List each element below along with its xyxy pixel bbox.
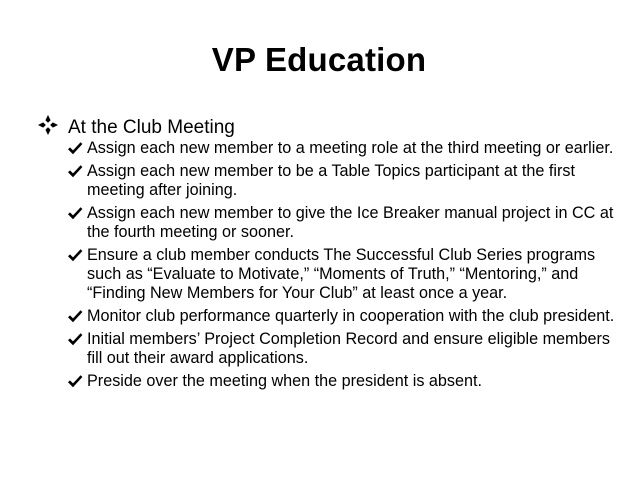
- bullet-item: [66, 330, 626, 368]
- bullet-item: [66, 372, 626, 391]
- checkmark-icon: [67, 141, 83, 156]
- checkmark-icon: [67, 164, 83, 179]
- checkmark-icon: [67, 248, 83, 263]
- section-heading-label: At the Club Meeting: [68, 117, 235, 138]
- checkmark-icon: [67, 206, 83, 221]
- checkmark-icon: [67, 374, 83, 389]
- bullet-item: [66, 204, 626, 242]
- bullet-text: Assign each new member to a meeting role at the third meeting or earlier.: [87, 139, 614, 157]
- bullet-item: [66, 162, 626, 200]
- bullet-text: Preside over the meeting when the president is absent.: [87, 372, 483, 390]
- bullet-item: [66, 139, 626, 158]
- bullet-text: Initial members’ Project Completion Record and ensure eligible members fill out their award applications.: [87, 330, 611, 367]
- checkmark-icon: [67, 309, 83, 324]
- bullet-text: Ensure a club member conducts The Successful Club Series programs such as “Evaluate to Motivate,” “Moments of Truth,” “Mentoring,” and “Finding New Members for Your Club” at least once a year.: [87, 246, 596, 302]
- diamond-four-icon: [38, 115, 58, 135]
- section-heading: [38, 113, 235, 139]
- bullet-item: [66, 246, 626, 303]
- bullet-list: [66, 139, 626, 395]
- checkmark-icon: [67, 332, 83, 347]
- bullet-item: [66, 307, 626, 326]
- bullet-text: Assign each new member to be a Table Topics participant at the first meeting after joining.: [87, 162, 575, 199]
- slide-title: VP Education: [211, 41, 427, 78]
- bullet-text: Assign each new member to give the Ice Breaker manual project in CC at the fourth meeting or sooner.: [87, 204, 614, 241]
- bullet-text: Monitor club performance quarterly in cooperation with the club president.: [87, 307, 615, 325]
